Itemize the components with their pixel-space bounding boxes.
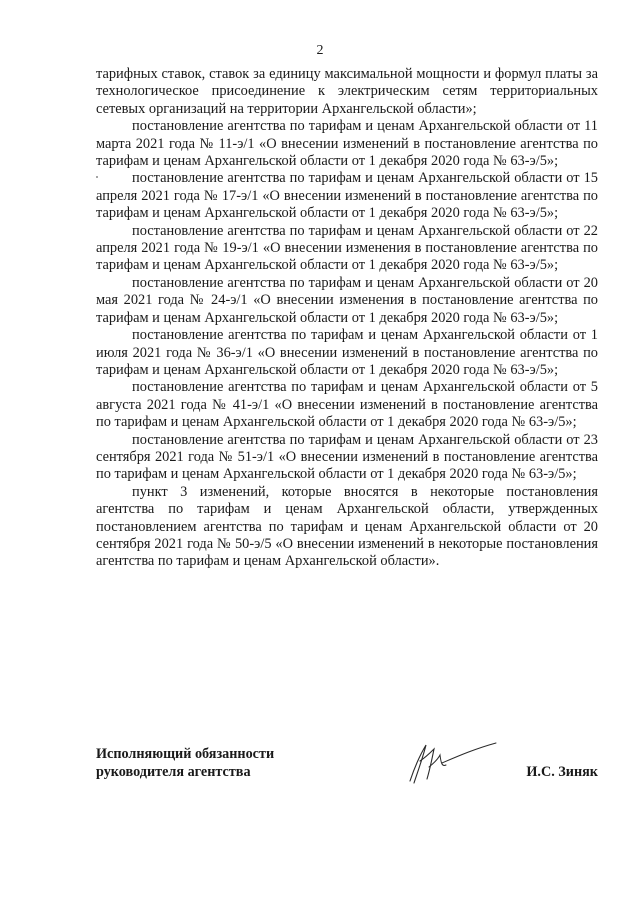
list-item: постановление агентства по тарифам и ценам Архангельской области от 5 августа 2021 года № 41-э/1 «О внесении изменений в постановление агентства по тарифам и ценам Архангельской области от 1 декабря 2020 года № 63-э/5»;: [96, 379, 598, 431]
list-item: постановление агентства по тарифам и ценам Архангельской области от 20 мая 2021 года № 24-э/1 «О внесении изменения в постановление агентства по тарифам и ценам Архангельской области от 1 декабря 2020 года № 63-э/5»;: [96, 274, 598, 326]
handwritten-signature: [396, 737, 506, 787]
signer-name: И.С. Зиняк: [526, 764, 598, 780]
intro-paragraph: тарифных ставок, ставок за единицу максимальной мощности и формул платы за технологическое присоединение к электрическим сетям территориальных сетевых организаций на территории Архангельской области»;: [96, 66, 598, 117]
signature-block: [96, 745, 598, 805]
page-number: 2: [316, 43, 324, 58]
signer-position-line1: Исполняющий обязанности: [96, 746, 275, 762]
list-item: постановление агентства по тарифам и ценам Архангельской области от 23 сентября 2021 года № 51-э/1 «О внесении изменений в постановление агентства по тарифам и ценам Архангельской области от 1 декабря 2020 года № 63-э/5»;: [96, 431, 598, 483]
list-item: постановление агентства по тарифам и ценам Архангельской области от 1 июля 2021 года № 36-э/1 «О внесении изменений в постановление агентства по тарифам и ценам Архангельской области от 1 декабря 2020 года № 63-э/5»;: [96, 327, 598, 378]
signer-position: [96, 745, 274, 781]
list-item: постановление агентства по тарифам и ценам Архангельской области от 15 апреля 2021 года № 17-э/1 «О внесении изменений в постановление агентства по тарифам и ценам Архангельской области от 1 декабря 2020 года № 63-э/5»;: [96, 170, 598, 222]
document-body: [96, 66, 598, 571]
signer-position-line2: руководителя агентства: [96, 764, 251, 780]
list-item: пункт 3 изменений, которые вносятся в некоторые постановления агентства по тарифам и ценам Архангельской области, утвержденных постановлением агентства по тарифам и ценам Архангельской области от 20 сентября 2021 года № 50-э/5 «О внесении изменений в некоторые постановления агентства по тарифам и ценам Архангельской области».: [96, 483, 598, 570]
list-item: постановление агентства по тарифам и ценам Архангельской области от 22 апреля 2021 года № 19-э/1 «О внесении изменения в постановление агентства по тарифам и ценам Архангельской области от 1 декабря 2020 года № 63-э/5»;: [96, 222, 598, 274]
list-item: постановление агентства по тарифам и ценам Архангельской области от 11 марта 2021 года № 11-э/1 «О внесении изменений в постановление агентства по тарифам и ценам Архангельской области от 1 декабря 2020 года № 63-э/5»;: [96, 118, 598, 170]
